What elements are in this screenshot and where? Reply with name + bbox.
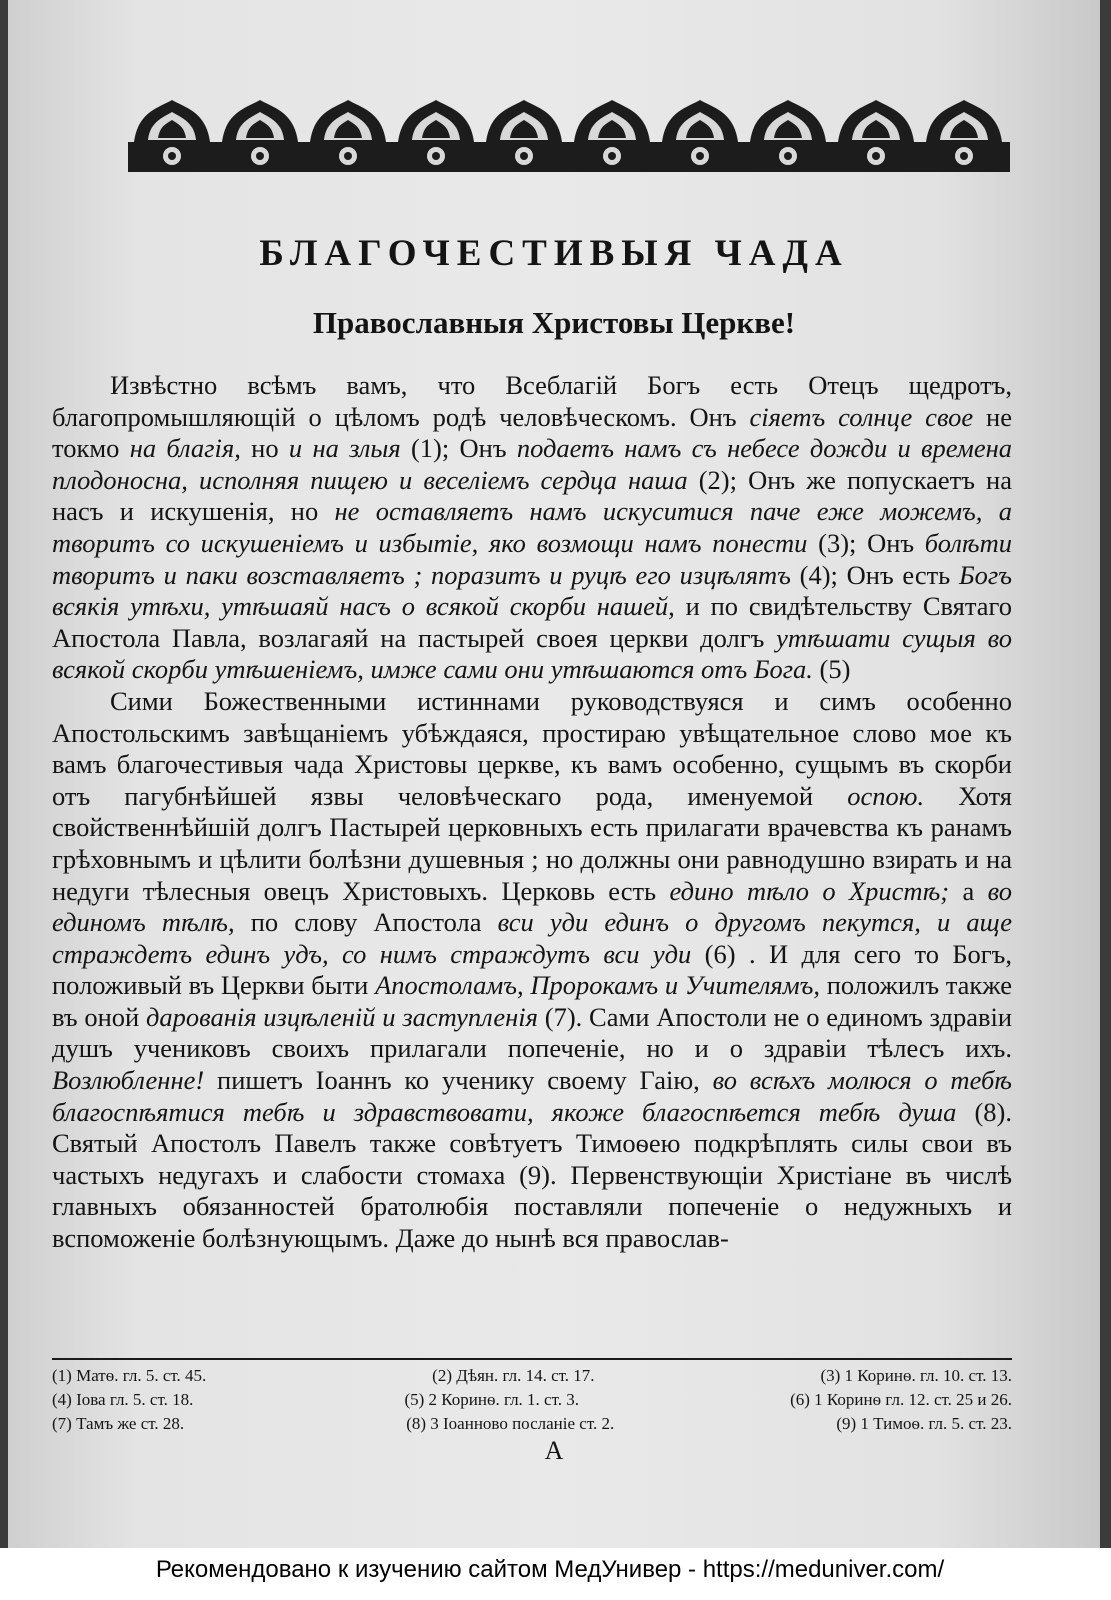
text-run: и по свидѣтельству Святаго Апостола Павла, возлагаяй на пастырей своея церкви долгъ <box>52 591 1012 653</box>
text-run: но <box>240 433 289 464</box>
text-run: (8). Святый Апостолъ Павелъ также совѣтуетъ Тимоѳею подкрѣплять силы свои въ частыхъ недугахъ и слабости стомаха (9). Первенствующіи Христіане въ числѣ главныхъ обязанностей братолюбія поставляли попеченіе о недужныхъ и вспоможеніе болѣзнующымъ. Даже до нынѣ вся православ- <box>52 1096 1012 1254</box>
italic-run: Богъ всякія утѣхи, утѣшаяй насъ о всякой скорби нашей, <box>52 559 1012 622</box>
paragraph <box>52 686 1012 1255</box>
italic-run: на благія, <box>129 433 241 464</box>
watermark-text: Рекомендовано к изучению сайтом МедУнивер - https://meduniver.com/ <box>155 1556 945 1583</box>
footnotes <box>52 1364 1012 1436</box>
italic-run: утѣшати сущыя во всякой скорби утѣшеніемъ, имже сами они утѣшаются отъ Бога. <box>52 622 1013 685</box>
footnote: (2) Дѣян. гл. 14. ст. 17. <box>432 1366 595 1385</box>
italic-run: подаетъ намъ съ небесе дожди и времена плодоносна, исполняя пищею и веселіемъ сердца наша <box>52 433 1012 495</box>
italic-run: Апостоламъ, Пророкамъ и Учителямъ, <box>375 970 820 1001</box>
body-text <box>52 370 1012 1255</box>
text-run: (6) . И для сего то Богъ, положивый въ Церкви быти <box>52 938 1012 1001</box>
text-run: по слову Апостола <box>234 907 498 938</box>
footnote: (9) 1 Тимоѳ. гл. 5. ст. 23. <box>836 1414 1012 1433</box>
signature-mark: А <box>544 1436 564 1465</box>
footnote: (8) 3 Іоанново посланіе ст. 2. <box>406 1414 615 1433</box>
italic-run: сіяетъ солнце свое <box>749 401 974 432</box>
book-page <box>8 0 1100 1600</box>
italic-run: во единомъ тѣлѣ, <box>52 875 1012 938</box>
italic-run: во всѣхъ молюся о тебѣ благоспѣятися тебѣ и здравствовати, якоже благоспѣется тебѣ душа <box>52 1065 1012 1127</box>
italic-run: не оставляетъ намъ искуситися паче еже можемъ, а творитъ со искушеніемъ и избытіе, яко возмощи намъ понести <box>52 496 1012 558</box>
text-run: (3); Онъ <box>807 527 925 558</box>
footnote: (6) 1 Коринѳ гл. 12. ст. 25 и 26. <box>790 1390 1012 1409</box>
text-run: (2); Онъ же попускаетъ на насъ и искушенія, но <box>52 464 1012 527</box>
text-run: Извѣстно всѣмъ вамъ, что Всеблагій Богъ есть Отецъ щедротъ, благопромышляющій о цѣломъ родѣ человѣческомъ. Онъ <box>52 370 1012 432</box>
text-run: Сими Божественными истиннами руководствуяся и симъ особенно Апостольскимъ завѣщаніемъ убѣждаяся, простираю увѣщательное слово мое къ вамъ благочестивыя чада Христовы церкве, къ вамъ особенно, сущымъ въ скорби отъ пагубнѣйшей язвы человѣческаго рода, именуемой <box>52 685 1012 811</box>
text-run: (5) <box>812 654 851 685</box>
paragraph <box>52 370 1012 686</box>
footnote: (7) Тамъ же ст. 28. <box>52 1414 185 1433</box>
footnote: (4) Іова гл. 5. ст. 18. <box>52 1390 194 1409</box>
text-run: положилъ также въ оной <box>52 970 1013 1032</box>
italic-run: вси уди единъ о другомъ пекутся, и аще страждетъ единъ удъ, со нимъ страждутъ вси уди <box>52 907 1013 969</box>
watermark-banner <box>0 1548 1111 1600</box>
text-run: (1); Онъ <box>400 433 517 464</box>
italic-run: Возлюбленне! <box>52 1065 205 1096</box>
text-run: (4); Онъ есть <box>790 559 959 590</box>
footnote: (5) 2 Коринѳ. гл. 1. ст. 3. <box>404 1390 580 1409</box>
footnote-line <box>52 1388 1012 1412</box>
footnote-line <box>52 1412 1012 1436</box>
ornamental-headpiece <box>128 98 1010 184</box>
page-title: БЛАГОЧЕСТИВЫЯ ЧАДА <box>259 233 849 274</box>
footnote-rule <box>52 1358 1012 1360</box>
text-run: не токмо <box>52 401 1012 464</box>
text-run: Хотя свойственнѣйшій долгъ Пастырей церковныхъ есть прилагати врачевства къ ранамъ грѣховнымъ и цѣлити болѣзни душевныя ; но должны они равнодушно взирать и на недуги тѣлесныя овецъ Христовыхъ. Церковь есть <box>52 780 1012 906</box>
footnote-line <box>52 1364 1012 1388</box>
footnote: (1) Матѳ. гл. 5. ст. 45. <box>52 1366 207 1385</box>
italic-run: и на злыя <box>288 433 401 464</box>
page-subtitle: Православныя Христовы Церкве! <box>312 305 796 340</box>
text-run: (7). Сами Апостоли не о единомъ здравіи душъ учениковъ своихъ прилагали попеченіе, но и о здравіи тѣлесъ ихъ. <box>52 1001 1013 1064</box>
italic-run: оспою. <box>847 780 925 811</box>
text-run: пишетъ Іоаннъ ко ученику своему Гаію, <box>204 1065 713 1096</box>
italic-run: дарованія изцѣленій и заступленія <box>145 1001 538 1032</box>
footnote: (3) 1 Коринѳ. гл. 10. ст. 13. <box>820 1366 1012 1385</box>
italic-run: болѣти творитъ и паки возставляетъ ; поразитъ и руцѣ его изцѣлятъ <box>52 527 1012 590</box>
italic-run: едино тѣло о Христѣ; <box>669 875 950 906</box>
text-run: а <box>949 875 988 906</box>
